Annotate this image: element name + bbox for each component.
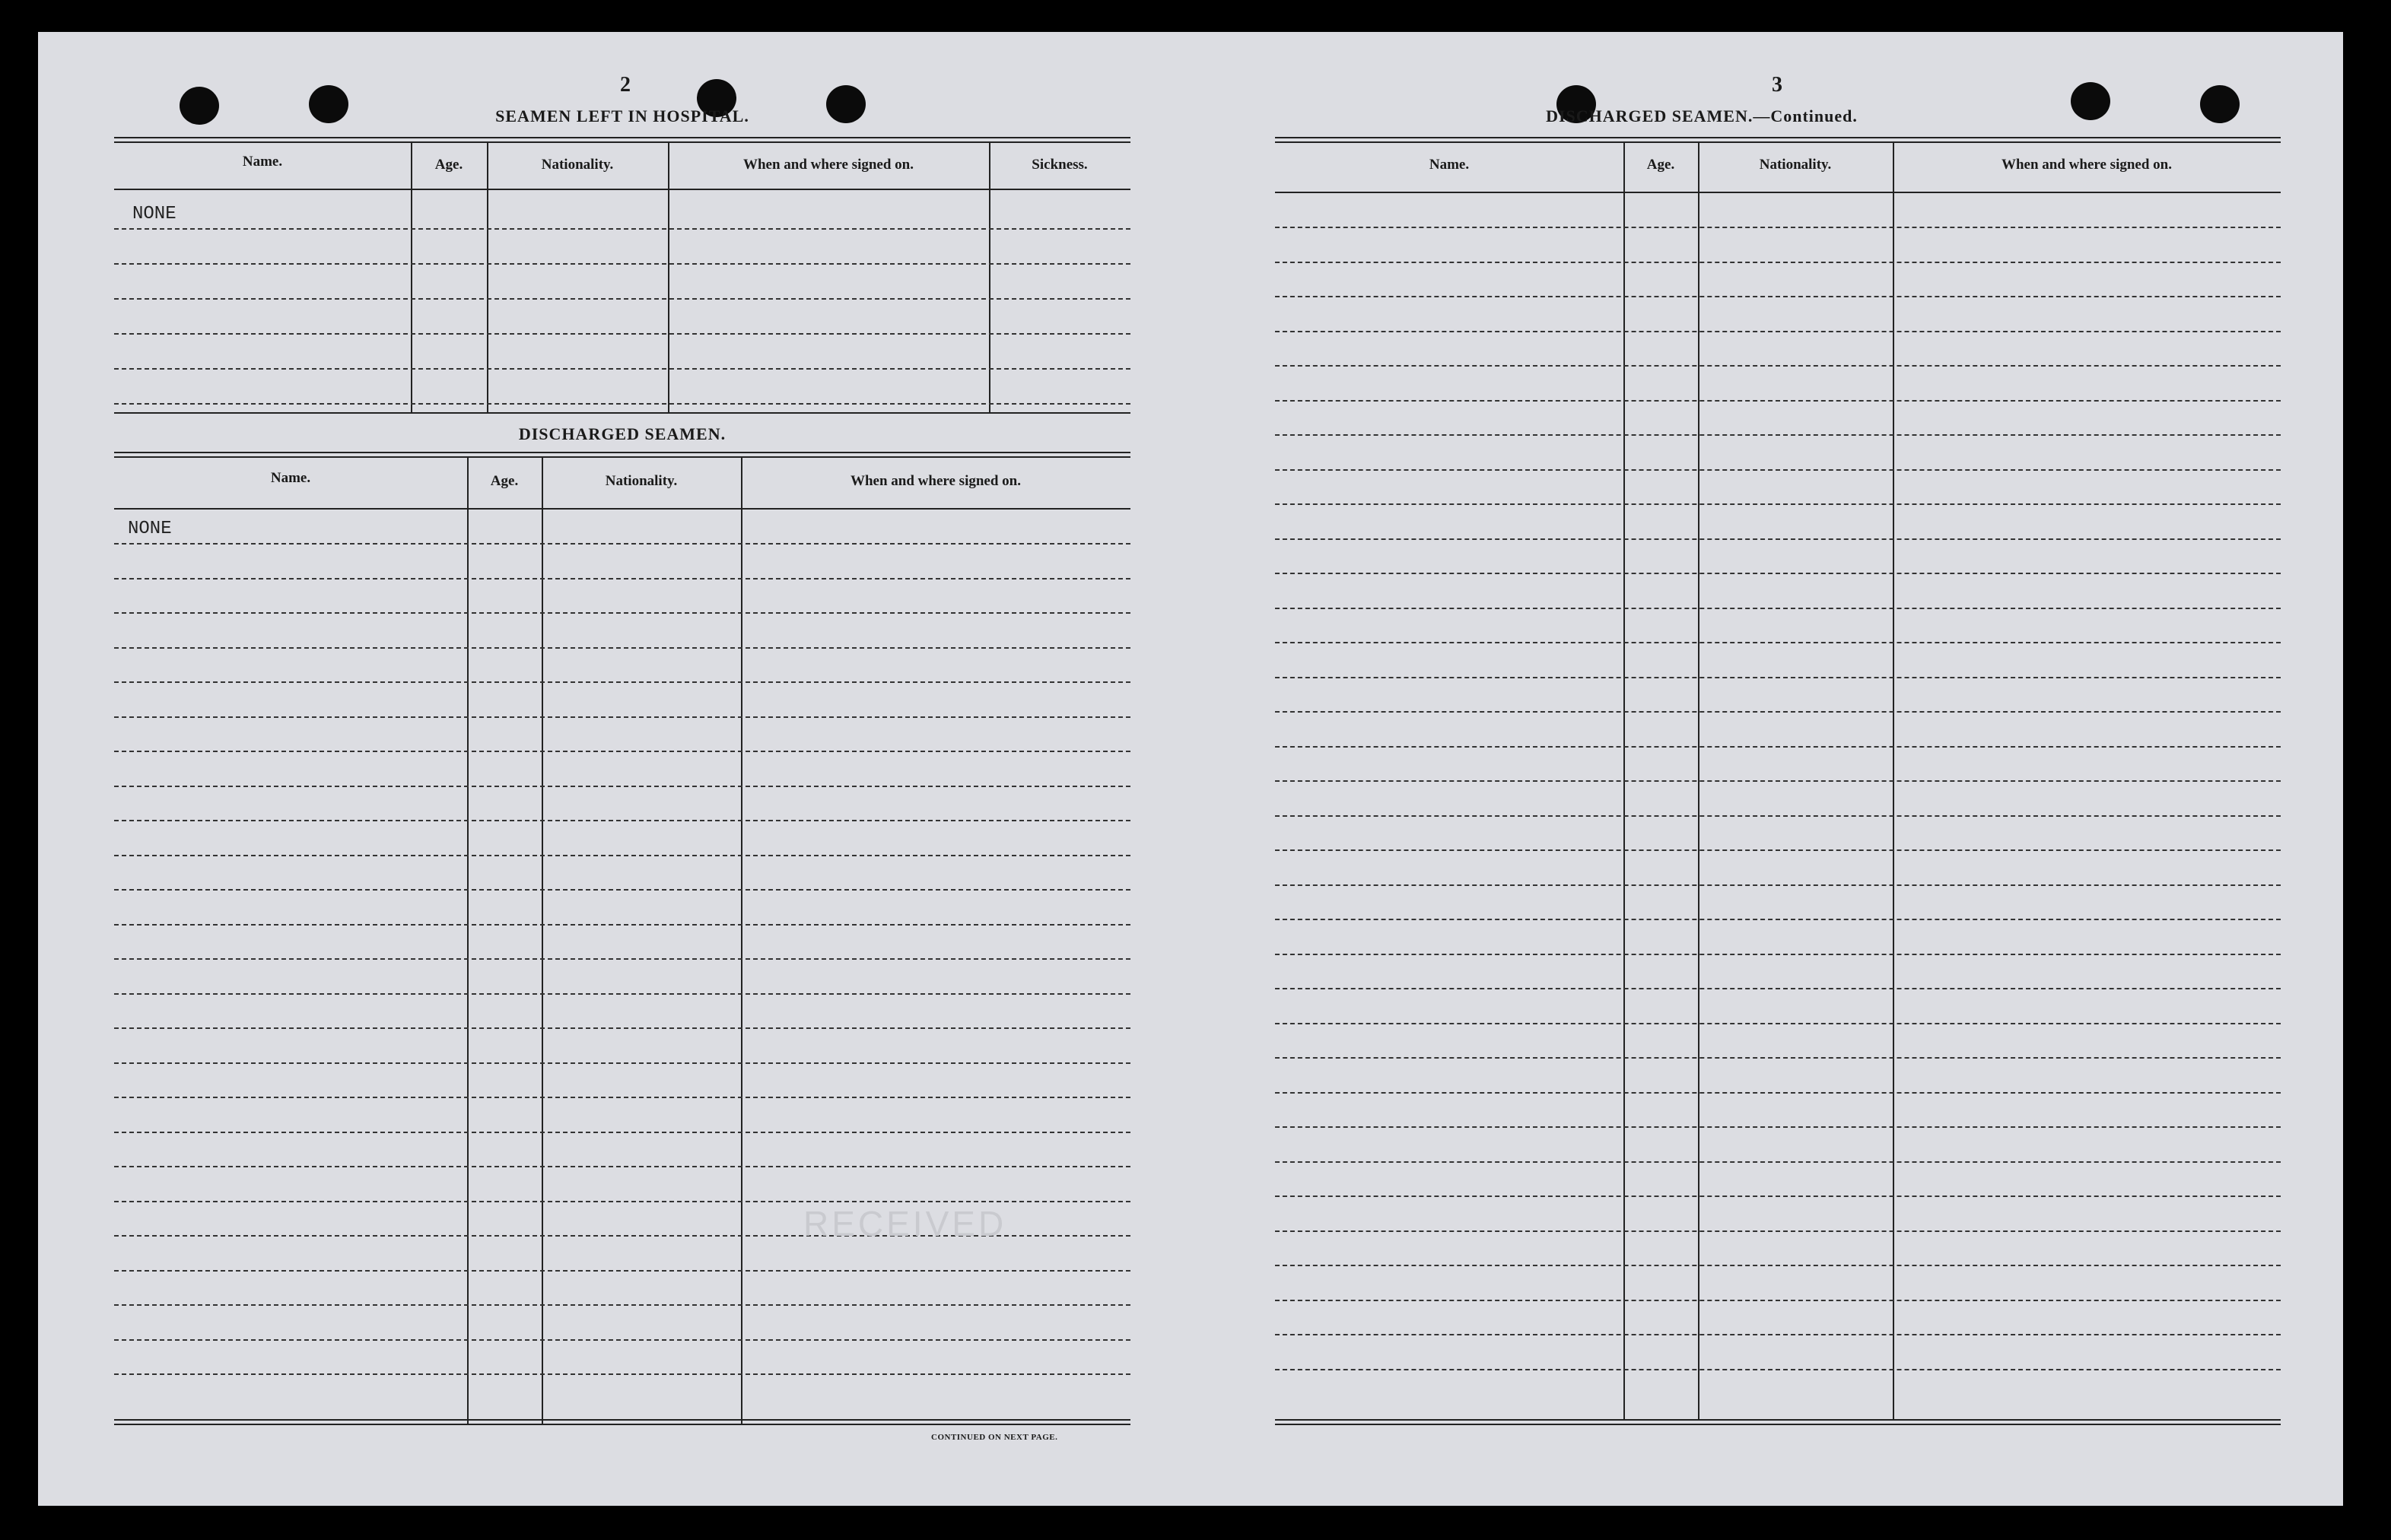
entry-line <box>1275 262 2281 263</box>
entry-line <box>1275 1023 2281 1024</box>
entry-line <box>114 751 1130 752</box>
entry-line <box>1275 573 2281 574</box>
hospital-entry: NONE <box>132 204 176 224</box>
entry-line <box>1275 884 2281 886</box>
entry-line <box>114 1201 1130 1202</box>
entry-line <box>114 368 1130 370</box>
entry-line <box>114 612 1130 614</box>
col-header-name: Name. <box>1429 157 1470 173</box>
header-underline <box>1275 192 2281 193</box>
bottom-rule <box>114 1419 1130 1425</box>
entry-line <box>114 403 1130 405</box>
entry-line <box>1275 227 2281 228</box>
header-underline <box>114 508 1130 510</box>
entry-line <box>1275 331 2281 332</box>
entry-line <box>114 958 1130 960</box>
entry-line <box>114 578 1130 579</box>
section-rule <box>114 412 1130 414</box>
entry-line <box>114 1027 1130 1029</box>
entry-line <box>114 1062 1130 1064</box>
discharged-continued-title: DISCHARGED SEAMEN.—Continued. <box>1546 106 1858 125</box>
entry-line <box>114 333 1130 335</box>
col-header-signed-on: When and where signed on. <box>2001 157 2172 173</box>
punch-hole <box>2200 85 2240 123</box>
entry-line <box>1275 538 2281 540</box>
entry-line <box>1275 400 2281 402</box>
col-header-sickness: Sickness. <box>1032 157 1088 173</box>
entry-line <box>114 681 1130 683</box>
col-header-nationality: Nationality. <box>1759 157 1832 173</box>
entry-line <box>114 1097 1130 1098</box>
entry-line <box>1275 1092 2281 1094</box>
entry-line <box>114 820 1130 821</box>
discharged-section-title: DISCHARGED SEAMEN. <box>518 424 727 443</box>
entry-line <box>114 1339 1130 1341</box>
document-sheet <box>38 32 2343 1506</box>
entry-line <box>114 924 1130 926</box>
entry-line <box>114 543 1130 545</box>
entry-line <box>114 1304 1130 1306</box>
entry-line <box>1275 746 2281 748</box>
entry-line <box>1275 954 2281 955</box>
col-header-nationality: Nationality. <box>605 473 678 489</box>
header-underline <box>114 189 1130 190</box>
entry-line <box>1275 1369 2281 1370</box>
entry-line <box>114 1373 1130 1375</box>
entry-line <box>114 1132 1130 1133</box>
entry-line <box>1275 1334 2281 1335</box>
entry-line <box>1275 1265 2281 1266</box>
entry-line <box>1275 1161 2281 1163</box>
entry-line <box>114 855 1130 856</box>
entry-line <box>1275 1195 2281 1197</box>
col-header-signed-on: When and where signed on. <box>742 157 914 173</box>
entry-line <box>114 1166 1130 1167</box>
entry-line <box>1275 919 2281 920</box>
col-header-age: Age. <box>434 157 463 173</box>
entry-line <box>114 993 1130 995</box>
entry-line <box>1275 849 2281 851</box>
column-divider <box>668 141 669 412</box>
entry-line <box>114 298 1130 300</box>
column-divider <box>542 456 543 1424</box>
col-header-nationality: Nationality. <box>541 157 614 173</box>
col-header-age: Age. <box>490 473 519 489</box>
entry-line <box>1275 642 2281 643</box>
entry-line <box>1275 1300 2281 1301</box>
entry-line <box>1275 1230 2281 1232</box>
col-header-age: Age. <box>1646 157 1675 173</box>
entry-line <box>1275 608 2281 609</box>
column-divider <box>467 456 469 1424</box>
received-stamp: RECEIVED <box>803 1204 1007 1243</box>
entry-line <box>1275 988 2281 989</box>
entry-line <box>1275 296 2281 297</box>
continued-footer: CONTINUED ON NEXT PAGE. <box>931 1433 1058 1442</box>
entry-line <box>1275 1057 2281 1059</box>
discharged-entry: NONE <box>128 519 172 539</box>
entry-line <box>1275 434 2281 436</box>
entry-line <box>1275 711 2281 713</box>
bottom-rule <box>1275 1419 2281 1425</box>
column-divider <box>741 456 742 1424</box>
column-divider <box>989 141 990 412</box>
entry-line <box>114 716 1130 718</box>
col-header-signed-on: When and where signed on. <box>850 473 1021 489</box>
col-header-name: Name. <box>270 470 311 486</box>
entry-line <box>114 889 1130 891</box>
entry-line <box>1275 677 2281 678</box>
header-rule <box>1275 137 2281 143</box>
entry-line <box>114 263 1130 265</box>
header-rule <box>114 137 1130 143</box>
col-header-name: Name. <box>242 154 283 170</box>
entry-line <box>114 1270 1130 1272</box>
entry-line <box>114 647 1130 649</box>
hospital-section-title: SEAMEN LEFT IN HOSPITAL. <box>495 106 749 125</box>
entry-line <box>114 228 1130 230</box>
entry-line <box>114 786 1130 787</box>
page-number: 3 <box>1772 73 1782 97</box>
entry-line <box>1275 469 2281 471</box>
header-rule <box>114 452 1130 458</box>
entry-line <box>1275 1126 2281 1128</box>
entry-line <box>1275 365 2281 367</box>
column-divider <box>487 141 488 412</box>
entry-line <box>1275 780 2281 782</box>
entry-line <box>1275 503 2281 505</box>
column-divider <box>411 141 412 412</box>
page-number: 2 <box>620 73 631 97</box>
entry-line <box>1275 815 2281 817</box>
